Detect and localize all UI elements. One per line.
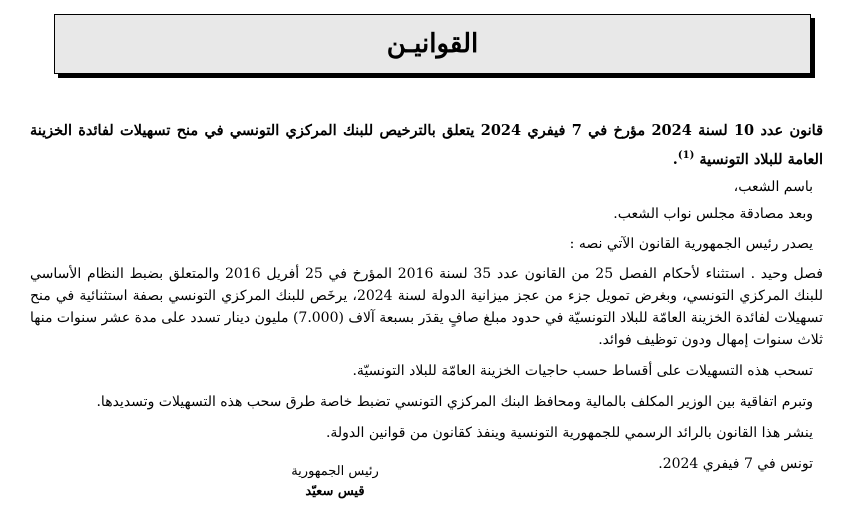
preamble-line: باسم الشعب، <box>733 178 813 195</box>
law-title: قانون عدد 10 لسنة 2024 مؤرخ في 7 فيفري 2024 يتعلق بالترخيص للبنك المركزي التونسي في منح تسهيلات لفائدة الخزينة العامة للبلاد التونسية $^{(1)}$. <box>30 122 824 168</box>
date-place: تونس في 7 فيفري 2024. <box>658 455 813 472</box>
preamble-line: وبعد مصادقة مجلس نواب الشعب. <box>613 205 813 222</box>
single-article: فصل وحيد . استثناء لأحكام الفصل 25 من القانون عدد 35 لسنة 2016 المؤرخ في 25 أفريل 2016 والمتعلق بضبط النظام الأساسي للبنك المركزي التونسي، وبغرض تمويل جزء من عجز ميزانية الدولة لسنة 2024، يرخَص للبنك المركزي التونسي بصفة استثنائية في منح تسهيلات لفائدة الخزينة العامّة للبلاد التونسيّة في حدود مبلغ صافٍ يقدَر بسبعة آلاف (7.000) مليون دينار تسدد على مدة عشر سنوات منها ثلاث سنوات إمهال ودون توظيف فوائد. <box>30 265 823 348</box>
footnote-marker: (1) <box>677 150 695 161</box>
paragraph: تسحب هذه التسهيلات على أقساط حسب حاجيات الخزينة العامّة للبلاد التونسيّة. <box>352 362 813 379</box>
preamble-line: يصدر رئيس الجمهورية القانون الآتي نصه : <box>569 235 813 252</box>
law-title-text: قانون عدد 10 لسنة 2024 مؤرخ في 7 فيفري 2024 يتعلق بالترخيص للبنك المركزي التونسي في منح تسهيلات لفائدة الخزينة العامة للبلاد التونسية <box>30 122 824 168</box>
paragraph: ينشر هذا القانون بالرائد الرسمي للجمهورية التونسية وينفذ كقانون من قوانين الدولة. <box>325 424 813 441</box>
section-title: القوانيـن <box>386 29 479 59</box>
signature-role: رئيس الجمهورية <box>291 464 379 479</box>
signature-name: قيس سعيّد <box>305 484 365 499</box>
signature-block <box>275 462 395 502</box>
section-header <box>54 14 811 74</box>
law-document <box>30 118 823 475</box>
paragraph: وتبرم اتفاقية بين الوزير المكلف بالمالية ومحافظ البنك المركزي التونسي تضبط خاصة طرق سحب هذه التسهيلات وتسديدها. <box>96 393 813 410</box>
